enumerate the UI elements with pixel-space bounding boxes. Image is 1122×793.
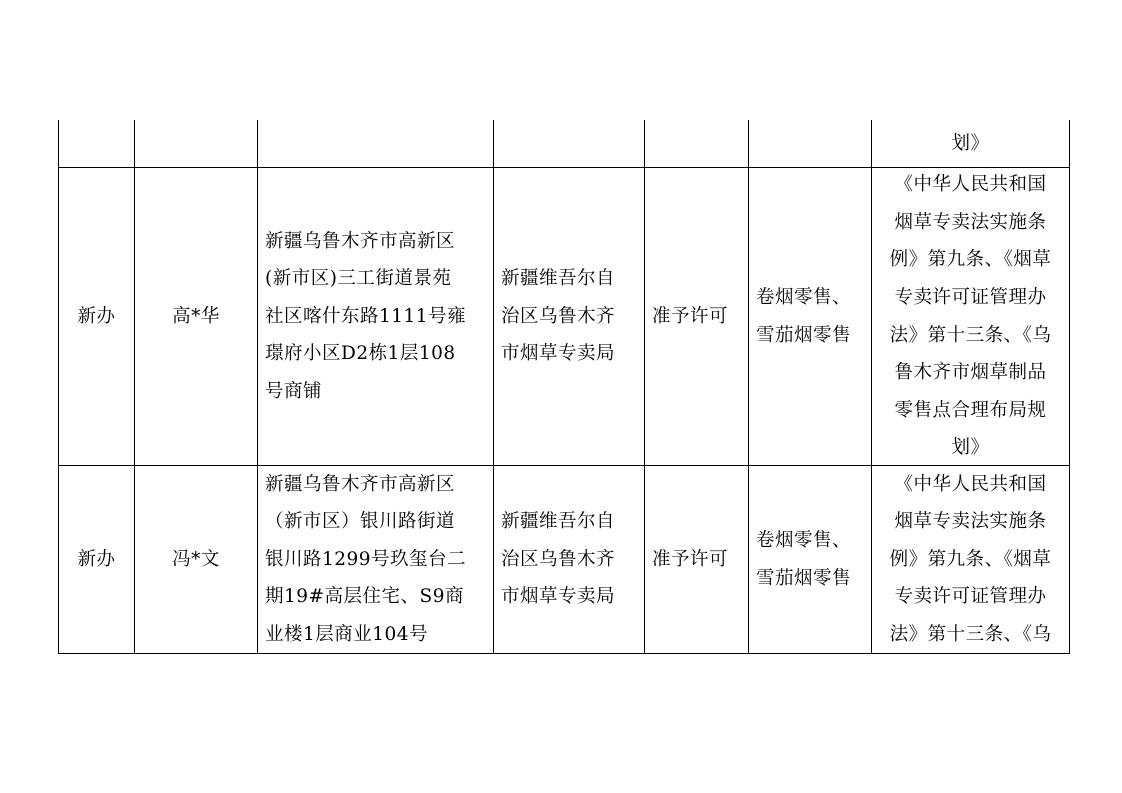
- row-1-name: 高*华: [172, 305, 220, 327]
- row-2-authority: 新疆维吾尔自 治区乌鲁木齐 市烟草专卖局: [501, 511, 616, 608]
- row-2-decision: 准予许可: [652, 548, 729, 570]
- row-2-basis: 《中华人民共和国 烟草专卖法实施条 例》第九条、《烟草 专卖许可证管理办 法》第十三条、《乌: [889, 473, 1052, 645]
- row-1-decision: 准予许可: [652, 305, 729, 327]
- row-1-address: 新疆乌鲁木齐市高新区 (新市区)三工街道景苑 社区喀什东路1111号雍 璟府小区D2栋1层108 号商铺: [265, 230, 467, 402]
- row-2-address: 新疆乌鲁木齐市高新区 （新市区）银川路街道 银川路1299号玖玺台二 期19#高层住宅、S9商 业楼1层商业104号: [265, 473, 467, 645]
- row-0-category: [59, 120, 134, 167]
- table-right-border: [1069, 120, 1070, 654]
- row-0-basis: 划》: [951, 132, 990, 154]
- row-2-category: 新办: [77, 548, 116, 570]
- row-2-name: 冯*文: [172, 548, 220, 570]
- row-0-authority: [494, 120, 644, 167]
- row-0-decision: [645, 120, 748, 167]
- row-1-scope: 卷烟零售、 雪茄烟零售: [756, 286, 852, 346]
- row-0-address: [258, 120, 493, 167]
- row-0-name: [135, 120, 257, 167]
- license-table: [58, 120, 1070, 654]
- row-1-basis: 《中华人民共和国 烟草专卖法实施条 例》第九条、《烟草 专卖许可证管理办 法》第十三条、《乌 鲁木齐市烟草制品 零售点合理布局规 划》: [889, 174, 1052, 459]
- row-1-category: 新办: [77, 305, 116, 327]
- row-2-scope: 卷烟零售、 雪茄烟零售: [756, 529, 852, 589]
- row-0-scope: [749, 120, 871, 167]
- row-1-authority: 新疆维吾尔自 治区乌鲁木齐 市烟草专卖局: [501, 268, 616, 365]
